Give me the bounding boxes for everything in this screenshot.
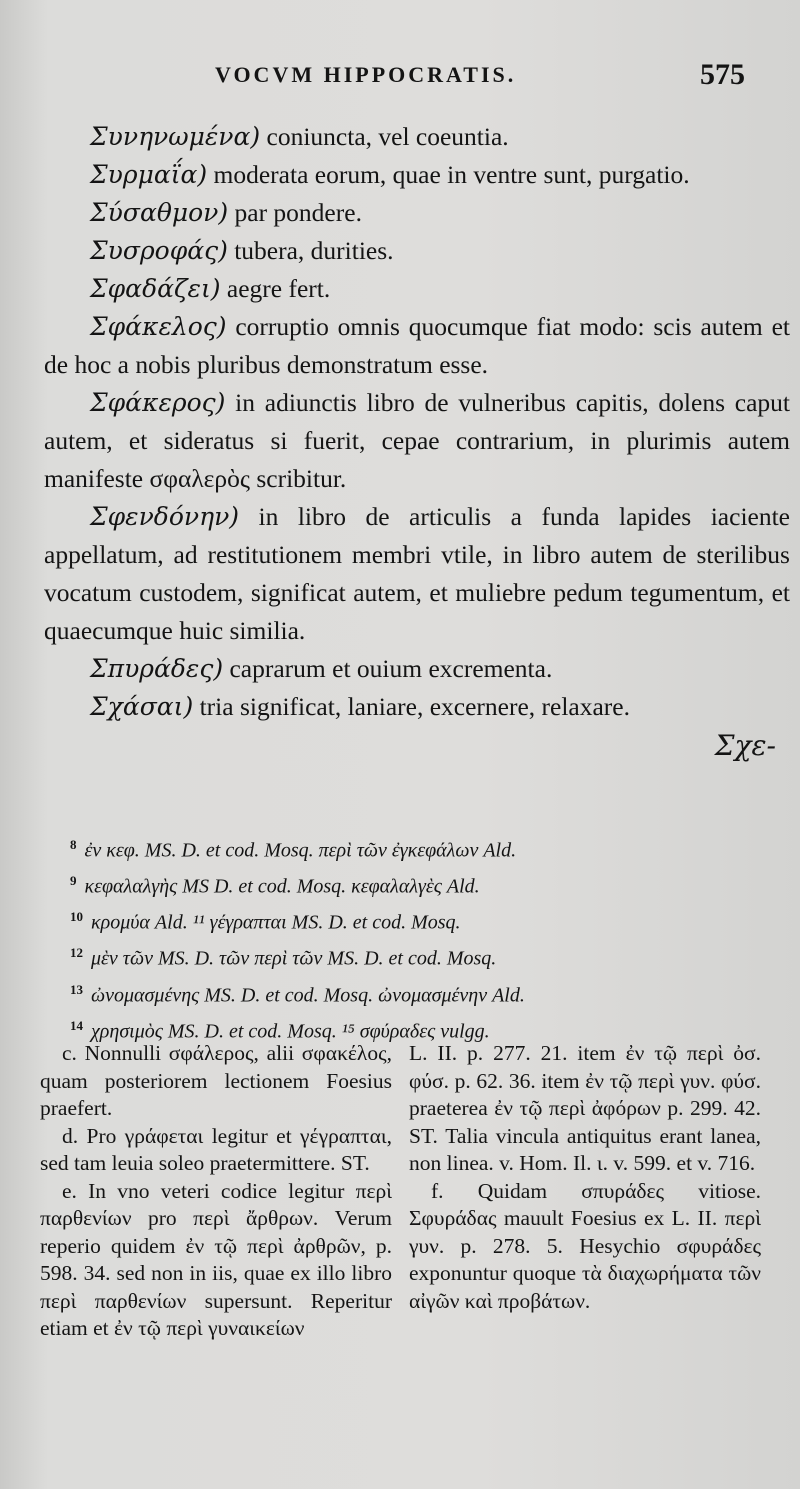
glossary-entry xyxy=(44,498,790,650)
entry-lemma: Συρμαΐα) xyxy=(90,160,208,189)
footnote xyxy=(70,938,770,974)
glossary-entry xyxy=(44,194,790,232)
glossary-entry xyxy=(44,118,790,156)
footnote-mark: 12 xyxy=(70,945,83,961)
entry-text: corruptio omnis quocumque fiat modo: scis autem et de hoc a nobis pluribus demonstratum esse. xyxy=(44,312,790,379)
entry-text: par pondere. xyxy=(228,198,362,227)
page-number: 575 xyxy=(700,58,745,91)
entry-text: tubera, durities. xyxy=(227,236,394,265)
entry-lemma: Συνηνωμένα) xyxy=(90,122,261,151)
catchword: Σχε- xyxy=(714,729,776,762)
notes-column-left xyxy=(40,1040,392,1343)
glossary-entries xyxy=(44,118,790,766)
entry-lemma: Σφάκελος) xyxy=(90,312,227,341)
entry-text: aegre fert. xyxy=(220,274,331,303)
entry-lemma: Σφαδάζει) xyxy=(90,274,221,303)
entry-text: in libro de articulis a funda lapides iaciente appellatum, ad restitutionem membri vtile, in libro autem de sterilibus vocatum custodem, significat autem, et muliebre pedum tegumentum, et quaecumque huic similia. xyxy=(44,502,790,645)
entry-text: in adiunctis libro de vulneribus capitis, dolens caput autem, et sideratus si fuerit, cepae contrarium, in plurimis autem manifeste σφαλερὸς scribitur. xyxy=(44,388,790,493)
glossary-entry xyxy=(44,688,790,726)
running-title: VOCVM HIPPOCRATIS. xyxy=(215,62,517,87)
glossary-entry xyxy=(44,232,790,270)
entry-text: caprarum et ouium excrementa. xyxy=(223,654,553,683)
note-paragraph: L. II. p. 277. 21. item ἐν τῷ περὶ ὀσ. φύσ. p. 62. 36. item ἐν τῷ περὶ γυν. φύσ. praeterea ἐν τῷ περὶ ἀφόρων p. 299. 42. ST. Talia vincula antiquitus erant lanea, non linea. v. Hom. Il. ι. v. 599. et v. 716. xyxy=(409,1041,761,1175)
entry-text: coniuncta, vel coeuntia. xyxy=(260,122,509,151)
footnote-text: ὠνομασμένης MS. D. et cod. Mosq. ὠνομασμένην Ald. xyxy=(91,984,525,1007)
entry-lemma: Σφενδόνην) xyxy=(90,502,240,531)
page-header xyxy=(0,58,800,98)
footnote-text: κεφαλαλγὴς MS D. et cod. Mosq. κεφαλαλγὲς Ald. xyxy=(84,875,480,898)
footnote-text: μὲν τῶν MS. D. τῶν περὶ τῶν MS. D. et cod. Mosq. xyxy=(91,948,497,971)
footnote-mark: 14 xyxy=(70,1017,83,1033)
footnote-text: χρησιμὸς MS. D. et cod. Mosq. ¹⁵ σφύραδες vulgg. xyxy=(91,1020,490,1043)
notes-column-right xyxy=(409,1040,761,1315)
footnote-mark: 9 xyxy=(70,873,77,889)
footnote xyxy=(70,830,770,866)
footnote xyxy=(70,975,770,1011)
footnote-text: κρομύα Ald. ¹¹ γέγραπται MS. D. et cod. Mosq. xyxy=(91,911,461,934)
glossary-entry xyxy=(44,650,790,688)
footnote xyxy=(70,902,770,938)
glossary-entry xyxy=(44,384,790,498)
footnote-text: ἐν κεφ. MS. D. et cod. Mosq. περὶ τῶν ἐγκεφάλων Ald. xyxy=(84,839,517,862)
entry-lemma: Σφάκερος) xyxy=(90,388,226,417)
footnote-mark: 13 xyxy=(70,981,83,997)
glossary-entry xyxy=(44,156,790,194)
entry-lemma: Σύσαθμον) xyxy=(90,198,229,227)
entry-text: tria significat, laniare, excernere, relaxare. xyxy=(193,692,630,721)
entry-lemma: Σχάσαι) xyxy=(90,692,194,721)
note-paragraph: d. Pro γράφεται legitur et γέγραπται, sed tam leuia soleo praetermittere. ST. xyxy=(40,1123,392,1175)
note-paragraph: f. Quidam σπυράδες vitiose. Σφυράδας mauult Foesius ex L. II. περὶ γυν. p. 278. 5. Hesychio σφυράδες exponuntur quoque τὰ διαχωρήματα τῶν αἰγῶν καὶ προβάτων. xyxy=(409,1178,761,1313)
footnote xyxy=(70,866,770,902)
glossary-entry xyxy=(44,270,790,308)
footnotes xyxy=(70,830,770,1047)
glossary-entry xyxy=(44,308,790,384)
entry-lemma: Συσροφάς) xyxy=(90,236,228,265)
entry-text: moderata eorum, quae in ventre sunt, purgatio. xyxy=(207,160,690,189)
note-paragraph: c. Nonnulli σφάλερος, alii σφακέλος, quam posteriorem lectionem Foesius praefert. xyxy=(40,1041,392,1120)
footnote-mark: 8 xyxy=(70,837,77,852)
note-paragraph: e. In vno veteri codice legitur περὶ παρθενίων pro περὶ ἄρθρων. Verum reperio quidem ἐν τῷ περὶ ἀρθρῶν, p. 598. 34. sed non in iis, quae ex illo libro περὶ παρθενίων supersunt. Reperitur etiam et ἐν τῷ περὶ γυναικείων xyxy=(40,1178,392,1340)
footnote-mark: 10 xyxy=(70,909,83,925)
entry-lemma: Σπυράδες) xyxy=(90,654,224,683)
